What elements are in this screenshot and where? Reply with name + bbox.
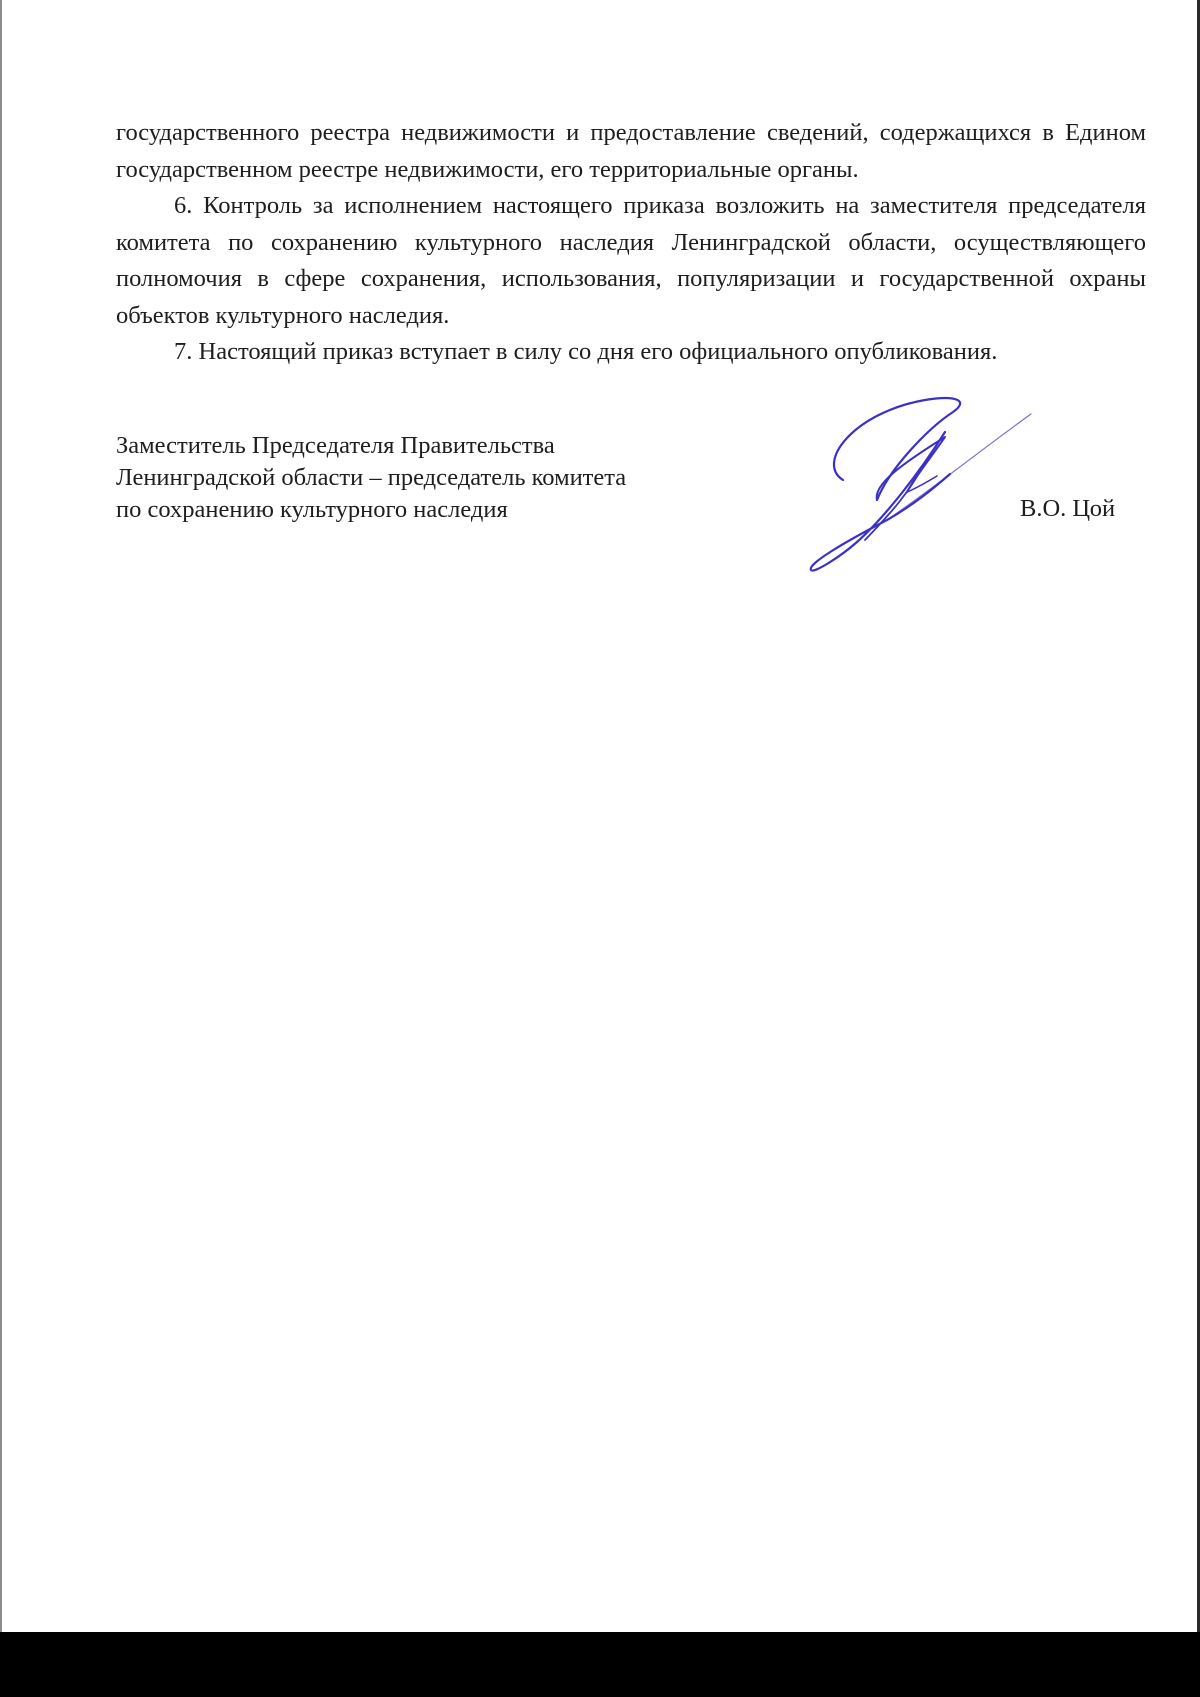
handwritten-signature (795, 392, 1040, 587)
signer-position-line-3: по сохранению культурного наследия (116, 496, 508, 523)
paragraph-7: 7. Настоящий приказ вступает в силу со дня его официального опубликования. (174, 338, 998, 365)
signer-position-line-2: Ленинградской области – председатель комитета (116, 464, 627, 491)
scan-edge-left (0, 0, 2, 1632)
signer-name: В.О. Цой (1020, 495, 1116, 522)
signature-stroke (811, 432, 950, 571)
scan-bottom-edge (0, 1632, 1200, 1697)
document-body (116, 115, 1146, 371)
paragraph-6: 6. Контроль за исполнением настоящего приказа возложить на заместителя председателя комитета по сохранению культурного наследия Ленинградской области, осуществляющего полномочия в сфере сохранения, использования, популяризации и государственной охраны объектов культурного наследия. (116, 192, 1146, 329)
signer-position-line-1: Заместитель Председателя Правительства (116, 432, 555, 459)
signature-stroke (834, 398, 960, 500)
paragraph-continuation: государственного реестра недвижимости и предоставление сведений, содержащихся в Едином государственном реестре недвижимости, его территориальные органы. (116, 119, 1146, 183)
signature-stroke (887, 414, 1031, 520)
